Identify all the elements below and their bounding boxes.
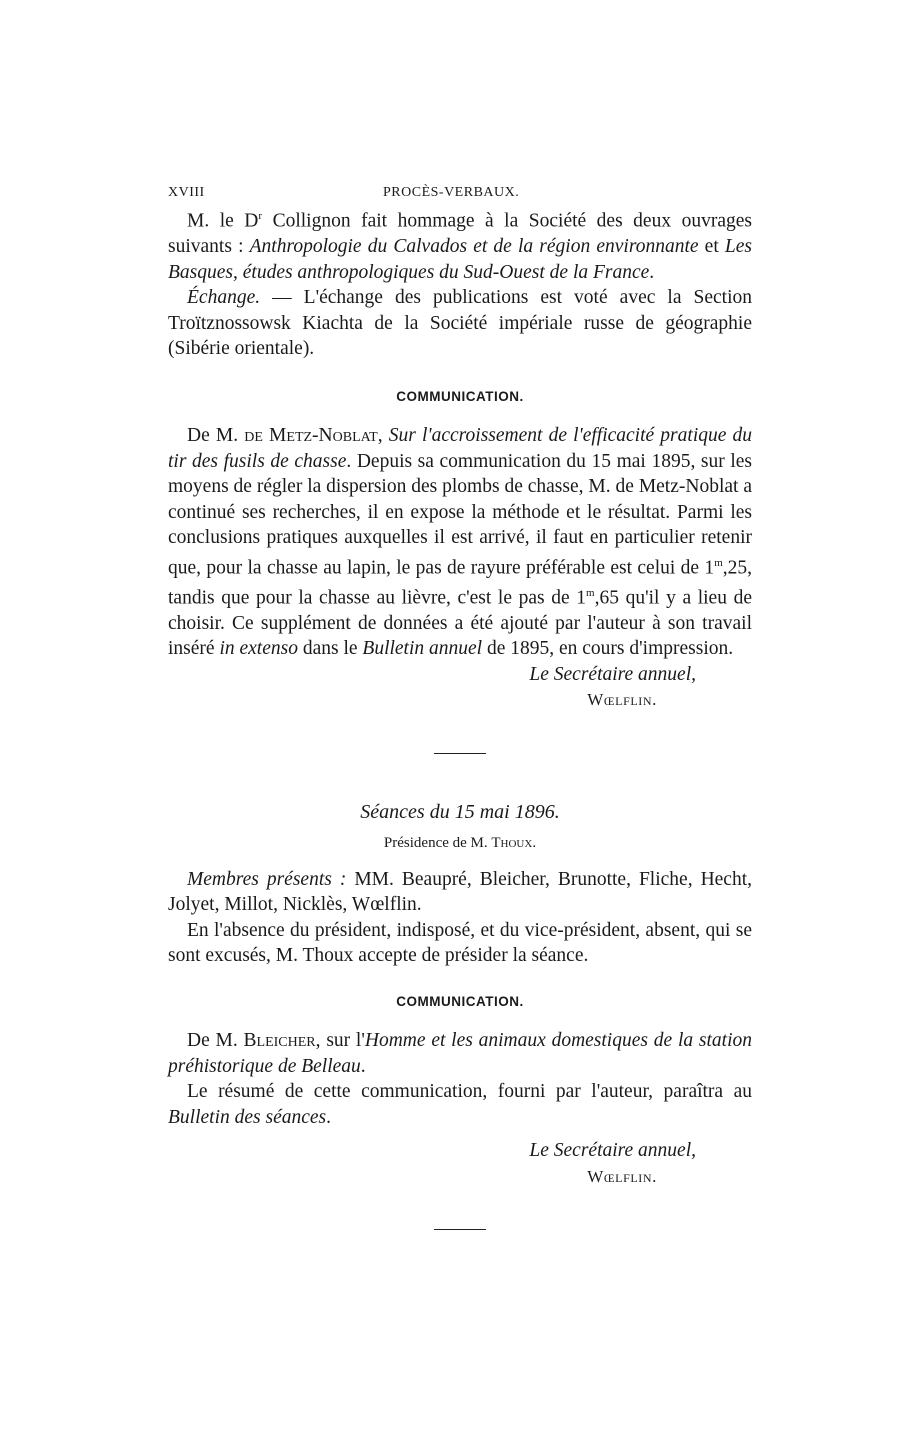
paragraph-membres-presents: Membres présents : MM. Beaupré, Bleicher, Brunotte, Fliche, Hecht, Jolyet, Millot, Nicklès, Wœlflin. <box>168 868 753 915</box>
running-head <box>168 176 752 204</box>
paragraph-hommage: M. le $D^r$ Collignon fait hommage à la Société des deux ouvrages suivants : Anthropologie du Calvados et de la région environnante et Les Basques, études anthropologiques du Sud-Ouest de la France. <box>168 210 752 283</box>
divider-rule-2 <box>434 1229 486 1230</box>
paragraph-absence: En l'absence du président, indisposé, et du vice-président, absent, qui se sont excusés, M. Thoux accepte de présider la séance. <box>168 919 752 966</box>
signature-title-2: Le Secrétaire annuel, <box>529 1140 696 1161</box>
presidence: Présidence de M. Thoux. <box>383 835 537 851</box>
signature-title-1: Le Secrétaire annuel, <box>529 663 696 685</box>
signature-name-2: Wœlflin. <box>587 1166 657 1186</box>
seance-title: Séances du 15 mai 1896. <box>360 800 560 823</box>
paragraph-communication-metz-noblat: De M. de Metz-Noblat, Sur l'accroissement de l'efficacité pratique du tir des fusils de chasse. Depuis sa communication du 15 mai 1895, sur les moyens de régler la dispersion des plombs de chasse, M. de Metz-Noblat a continué ses recherches, il en expose la méthode et le résultat. Parmi les conclusions pratiques auxquelles il est arrivé, il faut en particulier retenir que, pour la chasse au lapin, le pas de rayure préférable est celui de 1$^m$,25, tandis que pour la chasse au lièvre, c'est le pas de 1$^m$,65 qu'il y a lieu de choisir. Ce supplément de données a été ajouté par l'auteur à son travail inséré in extenso dans le Bulletin annuel de 1895, en cours d'impression. <box>168 425 753 659</box>
page-number: XVIII <box>168 185 205 200</box>
section-heading-communication-1: COMMUNICATION. <box>396 388 524 404</box>
document-page <box>168 176 752 1230</box>
section-heading-communication-2: COMMUNICATION. <box>396 993 524 1009</box>
paragraph-echange: Échange. — L'échange des publications est voté avec la Section Troïtznossowsk Kiachta de la Société impériale russe de géographie (Sibérie orientale). <box>168 287 752 359</box>
paragraph-communication-bleicher: De M. Bleicher, sur l'Homme et les animaux domestiques de la station préhistorique de Belleau. <box>168 1030 752 1077</box>
signature-name-1: Wœlflin. <box>587 690 657 709</box>
paragraph-resume: Le résumé de cette communication, fourni par l'auteur, paraîtra au Bulletin des séances. <box>168 1081 752 1128</box>
running-title: PROCÈS-VERBAUX. <box>383 185 520 200</box>
